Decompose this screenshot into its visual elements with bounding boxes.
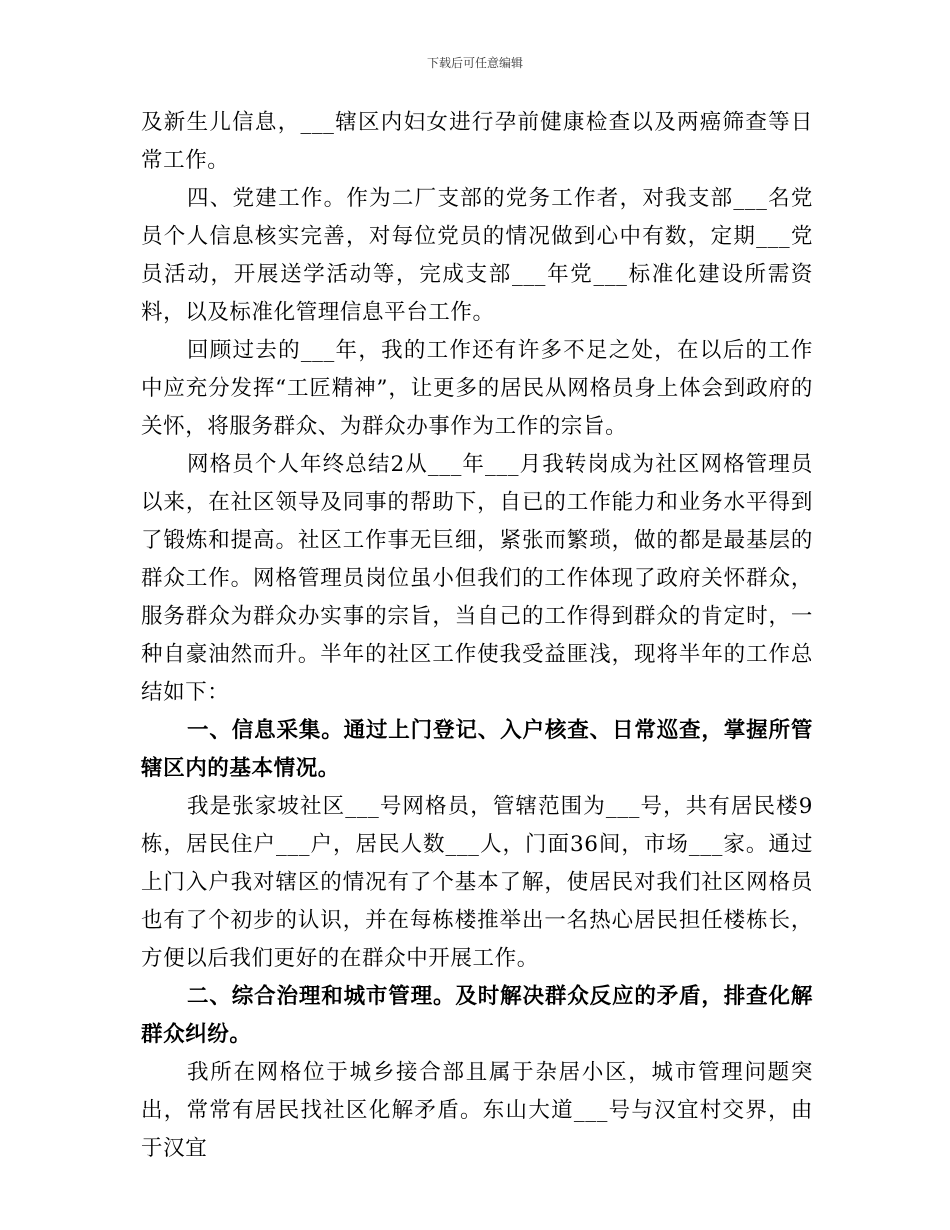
document-body <box>141 104 813 1168</box>
paragraph-party-building: 四、党建工作。作为二厂支部的党务工作者，对我支部___名党员个人信息核实完善，对每位党员的情况做到心中有数，定期___党员活动，开展送学活动等，完成支部___年党___标准化建设所需资料，以及标准化管理信息平台工作。 <box>141 186 813 325</box>
paragraph-governance: 我所在网格位于城乡接合部且属于杂居小区，城市管理问题突出，常常有居民找社区化解矛盾。东山大道___号与汉宜村交界，由于汉宜 <box>141 1060 813 1161</box>
paragraph-review: 回顾过去的___年，我的工作还有许多不足之处，在以后的工作中应充分发挥“工匠精神”，让更多的居民从网格员身上体会到政府的关怀，将服务群众、为群众办事作为工作的宗旨。 <box>141 338 813 439</box>
section-heading-info-collection: 一、信息采集。通过上门登记、入户核查、日常巡查，掌握所管辖区内的基本情况。 <box>141 718 813 781</box>
paragraph-info-collection: 我是张家坡社区___号网格员，管辖范围为___号，共有居民楼9栋，居民住户___户，居民人数___人，门面36间，市场___家。通过上门入户我对辖区的情况有了个基本了解，使居民对我们社区网格员也有了个初步的认识，并在每栋楼推举出一名热心居民担任楼栋长，方便以后我们更好的在群众中开展工作。 <box>141 794 813 971</box>
header-note: 下载后可任意编辑 <box>426 56 523 70</box>
paragraph-summary-2-intro: 网格员个人年终总结2从___年___月我转岗成为社区网格管理员以来，在社区领导及同事的帮助下，自已的工作能力和业务水平得到了锻炼和提高。社区工作事无巨细，紧张而繁琐，做的都是最基层的群众工作。网格管理员岗位虽小但我们的工作体现了政府关怀群众，服务群众为群众办实事的宗旨，当自己的工作得到群众的肯定时，一种自豪油然而升。半年的社区工作使我受益匪浅，现将半年的工作总结如下： <box>141 452 813 705</box>
paragraph-continuation: 及新生儿信息，___辖区内妇女进行孕前健康检查以及两癌筛查等日常工作。 <box>141 110 813 173</box>
section-heading-governance: 二、综合治理和城市管理。及时解决群众反应的矛盾，排查化解群众纠纷。 <box>141 984 813 1047</box>
